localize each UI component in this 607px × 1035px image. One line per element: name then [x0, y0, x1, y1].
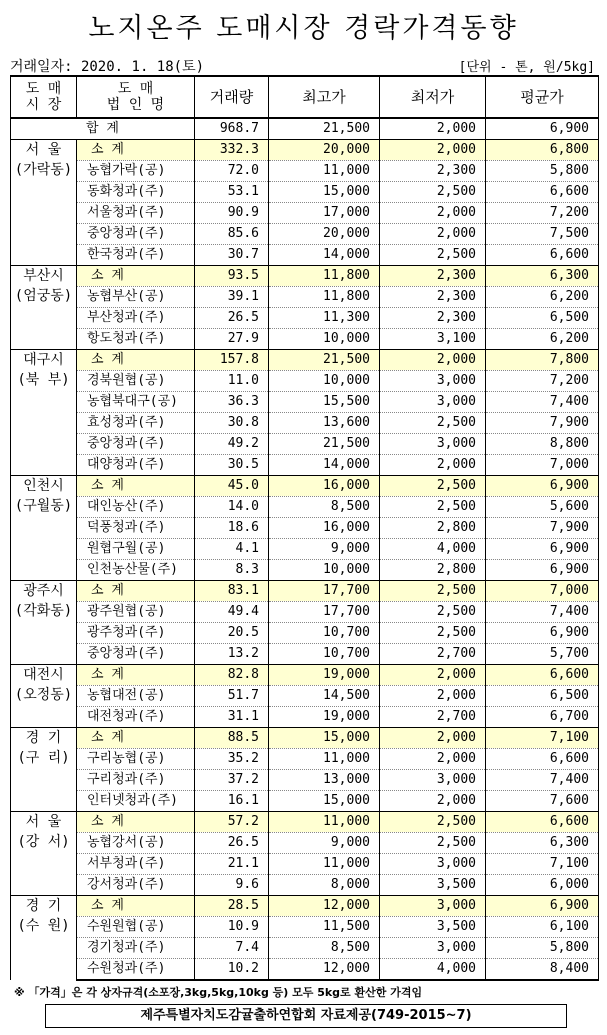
header-avg-price: 평균가 — [486, 76, 599, 118]
avg-price-cell: 6,000 — [486, 875, 599, 896]
subtotal-row — [11, 728, 599, 749]
avg-price-cell: 7,200 — [486, 371, 599, 392]
min-price-cell: 2,500 — [380, 476, 486, 497]
max-price-cell: 13,000 — [269, 770, 380, 791]
volume-cell: 39.1 — [195, 287, 269, 308]
table-row — [11, 644, 599, 665]
firm-name: 항도청과(주) — [77, 329, 195, 350]
firm-name: 서울청과(주) — [77, 203, 195, 224]
min-price-cell: 3,000 — [380, 854, 486, 875]
max-price-cell: 16,000 — [269, 476, 380, 497]
volume-cell: 83.1 — [195, 581, 269, 602]
trade-date: 거래일자: 2020. 1. 18(토) — [10, 59, 205, 75]
max-price-cell: 12,000 — [269, 959, 380, 981]
avg-price-cell: 6,200 — [486, 287, 599, 308]
avg-price-cell: 6,900 — [486, 623, 599, 644]
table-row — [11, 161, 599, 182]
avg-price-cell: 6,900 — [486, 560, 599, 581]
avg-price-cell: 7,800 — [486, 350, 599, 371]
max-price-cell: 10,700 — [269, 644, 380, 665]
volume-cell: 88.5 — [195, 728, 269, 749]
min-price-cell: 2,000 — [380, 224, 486, 245]
table-row — [11, 602, 599, 623]
avg-price-cell: 6,900 — [486, 476, 599, 497]
volume-cell: 57.2 — [195, 812, 269, 833]
min-price-cell: 4,000 — [380, 959, 486, 981]
avg-price-cell: 7,000 — [486, 455, 599, 476]
table-row — [11, 497, 599, 518]
avg-price-cell: 6,600 — [486, 749, 599, 770]
min-price-cell: 2,500 — [380, 245, 486, 266]
firm-name: 소 계 — [77, 266, 195, 287]
market-name: 대구시 (북 부) — [11, 350, 77, 476]
market-name: 광주시 (각화동) — [11, 581, 77, 665]
table-row — [11, 245, 599, 266]
avg-price-cell: 6,900 — [486, 896, 599, 917]
total-avg: 6,900 — [486, 118, 599, 140]
min-price-cell: 3,100 — [380, 329, 486, 350]
firm-name: 경북원협(공) — [77, 371, 195, 392]
min-price-cell: 2,300 — [380, 161, 486, 182]
avg-price-cell: 5,800 — [486, 161, 599, 182]
max-price-cell: 20,000 — [269, 224, 380, 245]
firm-name: 효성청과(주) — [77, 413, 195, 434]
max-price-cell: 15,000 — [269, 728, 380, 749]
avg-price-cell: 7,000 — [486, 581, 599, 602]
market-name: 부산시 (엄궁동) — [11, 266, 77, 350]
source-credit: 제주특별자치도감귤출하연합회 자료제공(749-2015~7) — [45, 1004, 567, 1028]
avg-price-cell: 8,400 — [486, 959, 599, 981]
table-row — [11, 833, 599, 854]
avg-price-cell: 6,500 — [486, 686, 599, 707]
max-price-cell: 11,000 — [269, 749, 380, 770]
volume-cell: 11.0 — [195, 371, 269, 392]
min-price-cell: 2,000 — [380, 791, 486, 812]
avg-price-cell: 6,500 — [486, 308, 599, 329]
firm-name: 광주청과(주) — [77, 623, 195, 644]
volume-cell: 8.3 — [195, 560, 269, 581]
table-row — [11, 959, 599, 981]
total-min: 2,000 — [380, 118, 486, 140]
avg-price-cell: 6,100 — [486, 917, 599, 938]
max-price-cell: 10,000 — [269, 560, 380, 581]
volume-cell: 10.9 — [195, 917, 269, 938]
max-price-cell: 8,500 — [269, 497, 380, 518]
firm-name: 중앙청과(주) — [77, 434, 195, 455]
max-price-cell: 14,500 — [269, 686, 380, 707]
min-price-cell: 2,500 — [380, 623, 486, 644]
min-price-cell: 2,500 — [380, 581, 486, 602]
min-price-cell: 2,300 — [380, 308, 486, 329]
firm-name: 농협북대구(공) — [77, 392, 195, 413]
price-table — [10, 75, 599, 981]
volume-cell: 49.4 — [195, 602, 269, 623]
min-price-cell: 3,000 — [380, 770, 486, 791]
max-price-cell: 15,000 — [269, 791, 380, 812]
header-market: 도 매 시 장 — [11, 76, 77, 118]
firm-name: 대양청과(주) — [77, 455, 195, 476]
max-price-cell: 17,000 — [269, 203, 380, 224]
min-price-cell: 3,000 — [380, 896, 486, 917]
table-row — [11, 917, 599, 938]
firm-name: 동화청과(주) — [77, 182, 195, 203]
firm-name: 인터넷청과(주) — [77, 791, 195, 812]
firm-name: 중앙청과(주) — [77, 644, 195, 665]
max-price-cell: 10,000 — [269, 329, 380, 350]
table-row — [11, 539, 599, 560]
page-title: 노지온주 도매시장 경락가격동향 — [88, 13, 519, 44]
min-price-cell: 2,700 — [380, 644, 486, 665]
firm-name: 농협대전(공) — [77, 686, 195, 707]
volume-cell: 14.0 — [195, 497, 269, 518]
min-price-cell: 3,000 — [380, 938, 486, 959]
volume-cell: 45.0 — [195, 476, 269, 497]
table-header-row — [11, 76, 599, 118]
volume-cell: 51.7 — [195, 686, 269, 707]
avg-price-cell: 7,900 — [486, 413, 599, 434]
firm-name: 중앙청과(주) — [77, 224, 195, 245]
min-price-cell: 2,500 — [380, 413, 486, 434]
volume-cell: 30.8 — [195, 413, 269, 434]
table-row — [11, 434, 599, 455]
volume-cell: 21.1 — [195, 854, 269, 875]
min-price-cell: 2,500 — [380, 833, 486, 854]
firm-name: 서부청과(주) — [77, 854, 195, 875]
min-price-cell: 3,000 — [380, 392, 486, 413]
table-row — [11, 749, 599, 770]
avg-price-cell: 6,600 — [486, 812, 599, 833]
table-row — [11, 329, 599, 350]
market-name: 경 기 (구 리) — [11, 728, 77, 812]
volume-cell: 16.1 — [195, 791, 269, 812]
max-price-cell: 10,000 — [269, 371, 380, 392]
volume-cell: 90.9 — [195, 203, 269, 224]
min-price-cell: 2,300 — [380, 287, 486, 308]
volume-cell: 26.5 — [195, 308, 269, 329]
avg-price-cell: 6,800 — [486, 140, 599, 161]
max-price-cell: 15,500 — [269, 392, 380, 413]
min-price-cell: 2,000 — [380, 350, 486, 371]
firm-name: 수원청과(주) — [77, 959, 195, 981]
avg-price-cell: 7,400 — [486, 392, 599, 413]
firm-name: 인천농산물(주) — [77, 560, 195, 581]
volume-cell: 93.5 — [195, 266, 269, 287]
market-name: 인천시 (구월동) — [11, 476, 77, 581]
volume-cell: 36.3 — [195, 392, 269, 413]
volume-cell: 26.5 — [195, 833, 269, 854]
firm-name: 부산청과(주) — [77, 308, 195, 329]
volume-cell: 30.7 — [195, 245, 269, 266]
total-row — [11, 118, 599, 140]
max-price-cell: 17,700 — [269, 602, 380, 623]
table-row — [11, 560, 599, 581]
min-price-cell: 4,000 — [380, 539, 486, 560]
max-price-cell: 15,000 — [269, 182, 380, 203]
avg-price-cell: 7,900 — [486, 518, 599, 539]
avg-price-cell: 7,200 — [486, 203, 599, 224]
min-price-cell: 2,000 — [380, 749, 486, 770]
table-row — [11, 875, 599, 896]
min-price-cell: 2,500 — [380, 182, 486, 203]
min-price-cell: 2,800 — [380, 518, 486, 539]
max-price-cell: 14,000 — [269, 455, 380, 476]
avg-price-cell: 7,400 — [486, 770, 599, 791]
total-label: 합 계 — [11, 118, 195, 140]
market-name: 경 기 (수 원) — [11, 896, 77, 981]
volume-cell: 72.0 — [195, 161, 269, 182]
max-price-cell: 13,600 — [269, 413, 380, 434]
volume-cell: 37.2 — [195, 770, 269, 791]
min-price-cell: 2,000 — [380, 728, 486, 749]
min-price-cell: 2,000 — [380, 140, 486, 161]
min-price-cell: 2,000 — [380, 203, 486, 224]
min-price-cell: 2,800 — [380, 560, 486, 581]
table-row — [11, 203, 599, 224]
table-row — [11, 455, 599, 476]
avg-price-cell: 7,400 — [486, 602, 599, 623]
max-price-cell: 11,800 — [269, 266, 380, 287]
min-price-cell: 2,000 — [380, 686, 486, 707]
firm-name: 소 계 — [77, 665, 195, 686]
max-price-cell: 19,000 — [269, 707, 380, 728]
min-price-cell: 3,000 — [380, 434, 486, 455]
market-name: 서 울 (강 서) — [11, 812, 77, 896]
min-price-cell: 2,000 — [380, 665, 486, 686]
firm-name: 농협부산(공) — [77, 287, 195, 308]
subtotal-row — [11, 896, 599, 917]
firm-name: 대전청과(주) — [77, 707, 195, 728]
max-price-cell: 11,000 — [269, 161, 380, 182]
volume-cell: 27.9 — [195, 329, 269, 350]
firm-name: 강서청과(주) — [77, 875, 195, 896]
max-price-cell: 21,500 — [269, 434, 380, 455]
avg-price-cell: 7,600 — [486, 791, 599, 812]
table-row — [11, 413, 599, 434]
total-max: 21,500 — [269, 118, 380, 140]
firm-name: 덕풍청과(주) — [77, 518, 195, 539]
subtotal-row — [11, 581, 599, 602]
header-min-price: 최저가 — [380, 76, 486, 118]
table-row — [11, 707, 599, 728]
table-row — [11, 686, 599, 707]
total-volume: 968.7 — [195, 118, 269, 140]
table-row — [11, 371, 599, 392]
max-price-cell: 17,700 — [269, 581, 380, 602]
table-row — [11, 854, 599, 875]
max-price-cell: 11,300 — [269, 308, 380, 329]
firm-name: 소 계 — [77, 812, 195, 833]
volume-cell: 85.6 — [195, 224, 269, 245]
avg-price-cell: 6,900 — [486, 539, 599, 560]
max-price-cell: 16,000 — [269, 518, 380, 539]
avg-price-cell: 6,700 — [486, 707, 599, 728]
table-row — [11, 308, 599, 329]
volume-cell: 35.2 — [195, 749, 269, 770]
volume-cell: 7.4 — [195, 938, 269, 959]
firm-name: 수원원협(공) — [77, 917, 195, 938]
volume-cell: 10.2 — [195, 959, 269, 981]
min-price-cell: 2,700 — [380, 707, 486, 728]
min-price-cell: 2,500 — [380, 602, 486, 623]
firm-name: 소 계 — [77, 350, 195, 371]
firm-name: 광주원협(공) — [77, 602, 195, 623]
market-name: 서 울 (가락동) — [11, 140, 77, 266]
avg-price-cell: 6,600 — [486, 245, 599, 266]
max-price-cell: 9,000 — [269, 539, 380, 560]
max-price-cell: 20,000 — [269, 140, 380, 161]
volume-cell: 31.1 — [195, 707, 269, 728]
avg-price-cell: 7,100 — [486, 728, 599, 749]
avg-price-cell: 5,800 — [486, 938, 599, 959]
max-price-cell: 11,000 — [269, 812, 380, 833]
subtotal-row — [11, 812, 599, 833]
avg-price-cell: 6,200 — [486, 329, 599, 350]
subtotal-row — [11, 266, 599, 287]
max-price-cell: 19,000 — [269, 665, 380, 686]
volume-cell: 49.2 — [195, 434, 269, 455]
avg-price-cell: 7,500 — [486, 224, 599, 245]
min-price-cell: 3,000 — [380, 371, 486, 392]
header-max-price: 최고가 — [269, 76, 380, 118]
unit-label: [단위 - 톤, 원/5kg] — [458, 60, 595, 75]
firm-name: 경기청과(주) — [77, 938, 195, 959]
max-price-cell: 8,000 — [269, 875, 380, 896]
max-price-cell: 8,500 — [269, 938, 380, 959]
firm-name: 농협강서(공) — [77, 833, 195, 854]
table-row — [11, 287, 599, 308]
volume-cell: 82.8 — [195, 665, 269, 686]
firm-name: 농협가락(공) — [77, 161, 195, 182]
avg-price-cell: 7,100 — [486, 854, 599, 875]
min-price-cell: 2,000 — [380, 455, 486, 476]
max-price-cell: 21,500 — [269, 350, 380, 371]
firm-name: 한국청과(주) — [77, 245, 195, 266]
subtotal-row — [11, 350, 599, 371]
volume-cell: 30.5 — [195, 455, 269, 476]
avg-price-cell: 6,600 — [486, 665, 599, 686]
min-price-cell: 2,500 — [380, 812, 486, 833]
firm-name: 소 계 — [77, 140, 195, 161]
max-price-cell: 11,000 — [269, 854, 380, 875]
avg-price-cell: 6,600 — [486, 182, 599, 203]
table-row — [11, 518, 599, 539]
max-price-cell: 11,500 — [269, 917, 380, 938]
firm-name: 대인농산(주) — [77, 497, 195, 518]
min-price-cell: 2,500 — [380, 497, 486, 518]
market-name: 대전시 (오정동) — [11, 665, 77, 728]
avg-price-cell: 5,700 — [486, 644, 599, 665]
firm-name: 구리청과(주) — [77, 770, 195, 791]
table-row — [11, 791, 599, 812]
max-price-cell: 9,000 — [269, 833, 380, 854]
avg-price-cell: 8,800 — [486, 434, 599, 455]
table-row — [11, 182, 599, 203]
volume-cell: 20.5 — [195, 623, 269, 644]
min-price-cell: 2,300 — [380, 266, 486, 287]
header-volume: 거래량 — [195, 76, 269, 118]
avg-price-cell: 6,300 — [486, 266, 599, 287]
firm-name: 소 계 — [77, 581, 195, 602]
subtotal-row — [11, 665, 599, 686]
volume-cell: 18.6 — [195, 518, 269, 539]
volume-cell: 9.6 — [195, 875, 269, 896]
firm-name: 소 계 — [77, 476, 195, 497]
avg-price-cell: 5,600 — [486, 497, 599, 518]
max-price-cell: 11,800 — [269, 287, 380, 308]
table-row — [11, 392, 599, 413]
avg-price-cell: 6,300 — [486, 833, 599, 854]
table-row — [11, 938, 599, 959]
volume-cell: 53.1 — [195, 182, 269, 203]
firm-name: 원협구월(공) — [77, 539, 195, 560]
min-price-cell: 3,500 — [380, 875, 486, 896]
subtotal-row — [11, 476, 599, 497]
max-price-cell: 10,700 — [269, 623, 380, 644]
volume-cell: 332.3 — [195, 140, 269, 161]
min-price-cell: 3,500 — [380, 917, 486, 938]
firm-name: 소 계 — [77, 728, 195, 749]
subtotal-row — [11, 140, 599, 161]
max-price-cell: 12,000 — [269, 896, 380, 917]
table-row — [11, 224, 599, 245]
max-price-cell: 14,000 — [269, 245, 380, 266]
volume-cell: 157.8 — [195, 350, 269, 371]
header-firm: 도 매 법 인 명 — [77, 76, 195, 118]
volume-cell: 4.1 — [195, 539, 269, 560]
firm-name: 소 계 — [77, 896, 195, 917]
firm-name: 구리농협(공) — [77, 749, 195, 770]
table-row — [11, 623, 599, 644]
volume-cell: 13.2 — [195, 644, 269, 665]
table-row — [11, 770, 599, 791]
price-note: ※ 「가격」은 각 상자규격(소포장,3kg,5kg,10kg 등) 모두 5kg로 환산한 가격임 — [14, 986, 423, 999]
volume-cell: 28.5 — [195, 896, 269, 917]
